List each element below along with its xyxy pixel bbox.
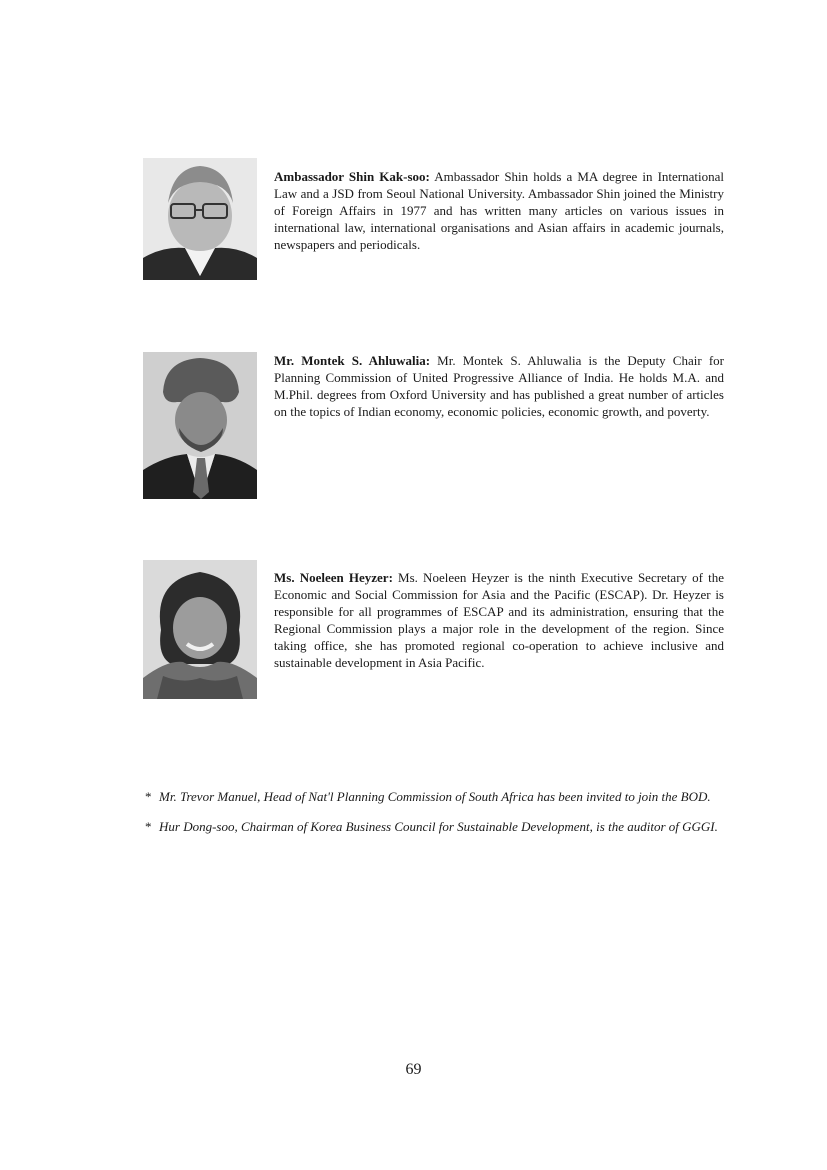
portrait-photo [143,560,257,699]
portrait-photo [143,158,257,280]
bio-name: Mr. Montek S. Ahluwalia: [274,353,431,368]
bio-name: Ambassador Shin Kak-soo: [274,169,430,184]
footnote-bullet: * [145,789,152,804]
footnote-item [145,818,735,835]
page-number: 69 [405,1061,422,1078]
bio-name: Ms. Noeleen Heyzer: [274,570,393,585]
bio-description: Ms. Noeleen Heyzer is the ninth Executive Secretary of the Economic and Social Commission for Asia and the Pacific (ESCAP). Dr. Heyzer is responsible for all programmes of ESCAP and its administration, ensuring that the Regional Commission plays a major role in the development of the region. Since taking office, she has promoted regional co-operation to achieve inclusive and sustainable development in Asia Pacific. [274,570,725,670]
bio-description: Ambassador Shin holds a MA degree in International Law and a JSD from Seoul National University. Ambassador Shin joined the Ministry of Foreign Affairs in 1977 and has written many articles on various issues in international law, international organisations and Asian affairs in academic journals, newspapers and periodicals. [274,169,724,252]
bio-entry-ahluwalia [143,352,723,500]
footnote-text: Hur Dong-soo, Chairman of Korea Business Council for Sustainable Development, is the auditor of GGGI. [159,819,718,834]
footnote-item [145,788,735,805]
footnote-text: Mr. Trevor Manuel, Head of Nat'l Planning Commission of South Africa has been invited to join the BOD. [159,789,711,804]
bio-text [274,168,724,253]
portrait-heyzer-image [143,560,257,699]
footnote-bullet: * [145,819,152,834]
portrait-ahluwalia-image [143,352,257,499]
portrait-photo [143,352,257,499]
bio-text [274,352,724,420]
portrait-shin-image [143,158,257,280]
footnotes-list [145,788,735,848]
bio-text [274,569,724,671]
bio-entry-heyzer [143,560,723,700]
bio-entry-shin [143,158,723,282]
bio-description: Mr. Montek S. Ahluwalia is the Deputy Chair for Planning Commission of United Progressive Alliance of India. He holds M.A. and M.Phil. degrees from Oxford University and has published a great number of articles on the topics of Indian economy, economic policies, economic growth, and poverty. [274,353,724,419]
